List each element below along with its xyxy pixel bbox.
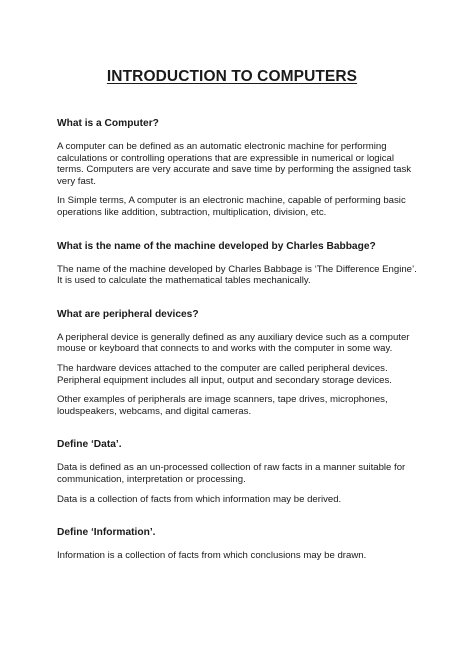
section-heading: What is the name of the machine developed by Charles Babbage?: [57, 240, 376, 252]
paragraph: Information is a collection of facts from which conclusions may be drawn.: [57, 550, 367, 562]
section-define-information: [57, 527, 417, 562]
document-body: [57, 118, 417, 562]
section-charles-babbage: [57, 241, 417, 287]
paragraph: Data is defined as an un-processed collection of raw facts in a manner suitable for communication, interpretation or processing.: [57, 462, 406, 485]
paragraph: A computer can be defined as an automatic electronic machine for performing calculations or controlling operations that are expressible in numerical or logical terms. Computers are very accurate and save time by performing the assigned task very fast.: [57, 141, 412, 187]
section-what-is-computer: [57, 118, 417, 219]
paragraph: In Simple terms, A computer is an electronic machine, capable of performing basic operations like addition, subtraction, multiplication, division, etc.: [57, 195, 406, 218]
paragraph: A peripheral device is generally defined as any auxiliary device such as a computer mouse or keyboard that connects to and works with the computer in some way.: [57, 331, 410, 355]
page-title: INTRODUCTION TO COMPUTERS: [106, 68, 358, 85]
paragraph: Data is a collection of facts from which information may be derived.: [57, 493, 342, 505]
section-define-data: [57, 439, 417, 505]
paragraph: The name of the machine developed by Charles Babbage is ‘The Difference Engine’. It is used to calculate the mathematical tables mechanically.: [57, 263, 417, 287]
section-heading: Define ‘Information’.: [57, 527, 156, 539]
section-heading: Define ‘Data’.: [57, 439, 122, 451]
section-heading: What are peripheral devices?: [57, 308, 199, 320]
paragraph: The hardware devices attached to the computer are called peripheral devices. Peripheral equipment includes all input, output and secondary storage devices.: [57, 362, 392, 386]
section-heading: What is a Computer?: [57, 118, 159, 129]
section-peripheral-devices: [57, 309, 417, 418]
paragraph: Other examples of peripherals are image scanners, tape drives, microphones, loudspeakers, webcams, and digital cameras.: [57, 394, 388, 417]
